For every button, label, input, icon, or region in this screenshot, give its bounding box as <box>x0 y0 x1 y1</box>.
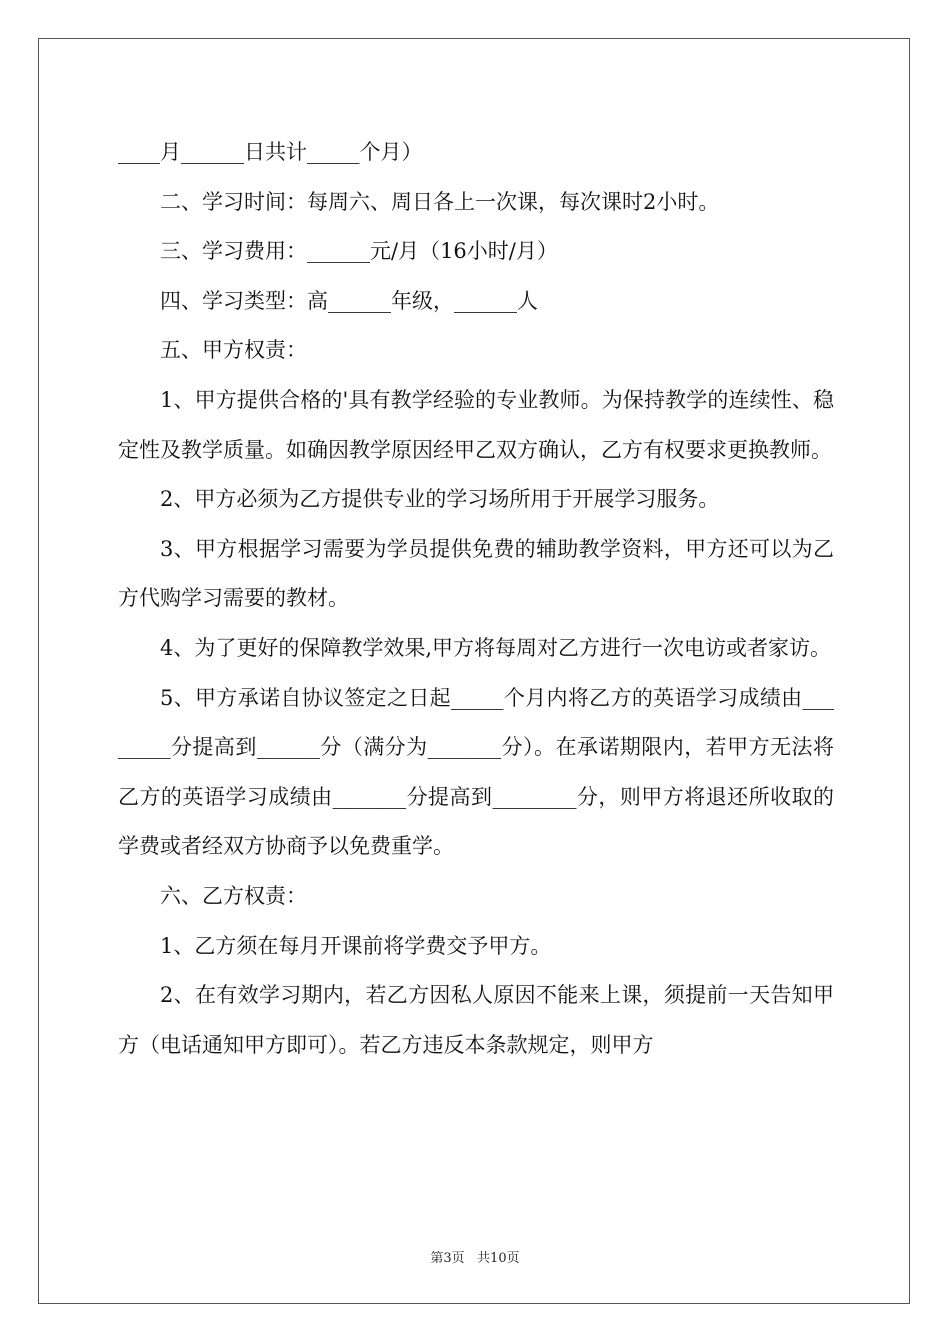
paragraph-party-a-clause-4: 4、为了更好的保障教学效果,甲方将每周对乙方进行一次电访或者家访。 <box>160 635 832 660</box>
paragraph-party-a-clause-1: 1、甲方提供合格的'具有教学经验的专业教师。为保持教学的连续性、稳定性及教学质量。如确因教学原因经甲乙双方确认，乙方有权要求更换教师。 <box>118 387 834 462</box>
paragraph-party-a-clause-3: 3、甲方根据学习需要为学员提供免费的辅助教学资料，甲方还可以为乙方代购学习需要的教材。 <box>118 536 834 611</box>
paragraph-party-b-clause-2: 2、在有效学习期内，若乙方因私人原因不能来上课，须提前一天告知甲方（电话通知甲方即可）。若乙方违反本条款规定，则甲方 <box>118 983 834 1057</box>
paragraph-duration-continuation: ____月______日共计_____个月） <box>118 140 423 164</box>
paragraph-study-fee: 三、学习费用：______元/月（16小时/月） <box>160 239 558 264</box>
heading-party-b-duties: 六、乙方权责： <box>160 883 307 908</box>
paragraph-party-a-clause-2: 2、甲方必须为乙方提供专业的学习场所用于开展学习服务。 <box>160 487 720 512</box>
paragraph-party-a-clause-5: 5、甲方承诺自协议签定之日起_____个月内将乙方的英语学习成绩由________分提高到______分（满分为_______分）。在承诺期限内，若甲方无法将乙方的英语学习成绩由_______分提高到________分，则甲方将退还所收取的学费或者经双方协商予以免费重学。 <box>118 685 834 859</box>
paragraph-study-time: 二、学习时间：每周六、周日各上一次课，每次课时2小时。 <box>160 189 720 214</box>
heading-party-a-duties: 五、甲方权责： <box>160 338 307 363</box>
page-number-footer: 第3页 共10页 <box>430 1251 520 1266</box>
paragraph-study-type: 四、学习类型：高______年级，______人 <box>160 288 538 313</box>
document-body <box>118 128 834 1070</box>
paragraph-party-b-clause-1: 1、乙方须在每月开课前将学费交予甲方。 <box>160 933 552 958</box>
